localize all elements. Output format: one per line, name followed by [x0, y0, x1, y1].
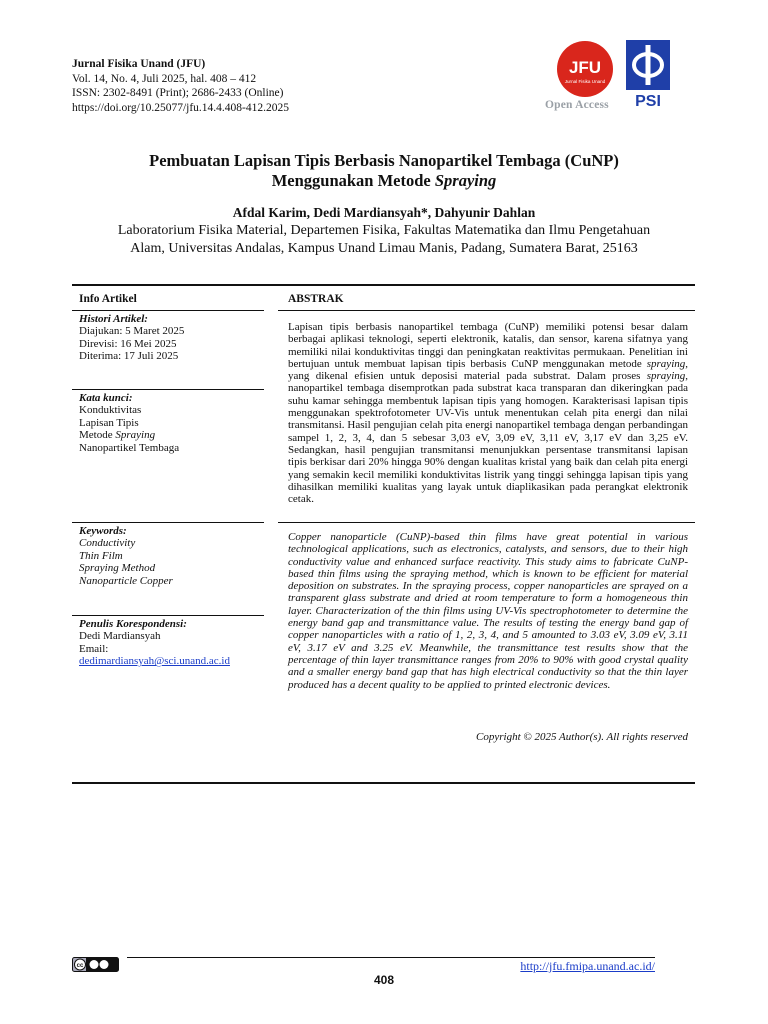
divider	[72, 615, 264, 616]
svg-text:cc: cc	[76, 963, 84, 969]
abstract-english: Copper nanoparticle (CuNP)-based thin films have great potential in various technological applications, such as electronics, catalysts, and sensors, due to their high conductivity value and enhanced surface reactivity. This study aims to fabricate CuNP-based thin films using the spraying method, which is known to be efficient for material deposition on substrates. In the spraying process, copper nanoparticles are sprayed on a transparent glass substrate and dried at room temperature to form a homogeneous thin layer. Characterization of the thin films using UV-Vis spectrophotometer to determine the energy band gap and transmittance value. The results of testing the energy band gap of copper nanoparticles with a ratio of 1, 2, 3, 4, and 5 amounted to 3.03 eV, 3.09 eV, 3.11 eV, 3.17 eV and 3.25 eV. Meanwhile, the transmittance test results show that the percentage of thin layer transmittance ranges from 20% to 90% with good crystal quality and a smaller energy band gap that has high electrical conductivity so that the thin layer produced has a decent quality to be applied to printed electronic devices.	[288, 531, 688, 691]
kata-kunci-item	[79, 429, 265, 442]
copyright: Copyright © 2025 Author(s). All rights reserved	[476, 731, 688, 743]
kata-kunci-text: Metode	[79, 429, 116, 442]
correspondence-label: Penulis Korespondensi:	[79, 618, 187, 630]
authors: Afdal Karim, Dedi Mardiansyah*, Dahyunir Dahlan	[232, 205, 536, 220]
abstract-indonesian	[288, 321, 688, 505]
journal-volume: Vol. 14, No. 4, Juli 2025, hal. 408 – 412	[72, 72, 257, 85]
kata-kunci-item: Lapisan Tipis	[79, 416, 139, 429]
open-access-label: Open Access	[545, 99, 609, 111]
keywords-block	[79, 525, 265, 587]
affiliation	[60, 222, 708, 258]
abstract-heading-rule	[278, 310, 695, 311]
top-rule	[72, 284, 695, 286]
kata-kunci-label: Kata kunci:	[79, 392, 133, 404]
jfu-logo-subtext: Jurnal Fisika Unand	[564, 79, 606, 84]
psi-logo-icon	[626, 40, 670, 108]
journal-issn: ISSN: 2302-8491 (Print); 2686-2433 (Online)	[72, 87, 284, 99]
psi-logo-text: PSI	[635, 93, 661, 108]
affiliation-line-2: Alam, Universitas Andalas, Kampus Unand Limau Manis, Padang, Sumatera Barat, 25163	[130, 241, 638, 256]
abstract-id-italic: spraying	[646, 357, 686, 370]
keyword-item: Conductivity	[79, 537, 136, 549]
keyword-item: Spraying Method	[79, 562, 156, 575]
divider	[278, 522, 695, 523]
correspondence-email-link[interactable]: dedimardiansyah@sci.unand.ac.id	[79, 655, 230, 668]
history-item: Direvisi: 16 Mei 2025	[79, 337, 177, 350]
keyword-item: Nanoparticle Copper	[79, 574, 173, 587]
jfu-logo-icon	[556, 40, 614, 98]
journal-header	[72, 57, 289, 115]
history-block	[79, 313, 265, 363]
kata-kunci-item: Konduktivitas	[79, 404, 142, 416]
title-line-2-italic: Spraying	[434, 171, 497, 190]
journal-title: Jurnal Fisika Unand (JFU)	[72, 58, 206, 70]
journal-doi[interactable]: https://doi.org/10.25077/jfu.14.4.408-412.2025	[72, 101, 290, 114]
history-label: Histori Artikel:	[79, 313, 148, 325]
keywords-label: Keywords:	[79, 525, 127, 537]
correspondence-name: Dedi Mardiansyah	[79, 630, 161, 642]
kata-kunci-block	[79, 392, 265, 454]
abstract-id-italic: spraying	[646, 370, 686, 383]
history-item: Diajukan: 5 Maret 2025	[79, 325, 185, 337]
footer-url-link[interactable]: http://jfu.fmipa.unand.ac.id/	[520, 959, 655, 973]
abstract-id-text: , yang dikenal efisien untuk deposisi material pada substrat. Dalam proses	[288, 357, 688, 383]
article-title	[0, 151, 768, 191]
info-heading: Info Artikel	[79, 293, 137, 305]
correspondence-block	[79, 618, 265, 667]
title-line-2-text: Menggunakan Metode	[271, 171, 435, 190]
affiliation-line-1: Laboratorium Fisika Material, Departemen Fisika, Fakultas Matematika dan Ilmu Pengetahuan	[117, 223, 651, 238]
keyword-item: Thin Film	[79, 549, 123, 562]
abstract-heading: ABSTRAK	[288, 293, 344, 305]
abstract-id-text: , nanopartikel tembaga disemprotkan pada substrat kaca transparan dan dikeringkan pada suhu kamar sehingga membentuk lapisan tipis yang homogen. Karakterisasi lapisan tipis menggunakan spektrofotometer UV-Vis untuk menentukan celah pita energi dan nilai transmitansi. Hasil pengujian celah pita energi nanopartikel tembaga dengan perbandingan sampel 1, 2, 3, 4, dan 5 sebesar 3,03 eV, 3,09 eV, 3,11 eV, 3,17 eV dan 3,25 eV. Sedangkan, hasil pengujian transmitansi menunjukkan persentase transmitansi lapisan tipis berkisar dari 20% hingga 90% dengan kualitas kristal yang baik dan celah pita energi yang semakin kecil memiliki konduktivitas listrik yang tinggi sehingga lapisan tipis yang dihasilkan memiliki kualitas yang layak untuk diaplikasikan pada perangkat elektronik cetak.	[288, 370, 688, 506]
page-number: 408	[373, 973, 395, 987]
title-line-2	[0, 171, 768, 191]
divider	[72, 389, 264, 390]
kata-kunci-italic: Spraying	[115, 429, 156, 442]
kata-kunci-item: Nanopartikel Tembaga	[79, 441, 180, 454]
cc-by-nc-icon	[72, 957, 119, 972]
title-line-1: Pembuatan Lapisan Tipis Berbasis Nanopartikel Tembaga (CuNP)	[149, 151, 619, 170]
divider	[72, 522, 264, 523]
history-item: Diterima: 17 Juli 2025	[79, 350, 179, 363]
bottom-rule	[72, 782, 695, 784]
correspondence-email-label: Email:	[79, 642, 109, 655]
footer-rule	[127, 957, 655, 958]
abstract-id-text: Lapisan tipis berbasis nanopartikel tembaga (CuNP) memiliki potensi besar dalam berbagai aplikasi teknologi, seperti elektronik, katalis, dan sensor, karena sifatnya yang memiliki nilai konduktivitas tinggi dan peningkatan reaktivitas permukaan. Penelitian ini bertujuan untuk membuat lapisan tipis berbasis CuNP menggunakan metode	[288, 321, 688, 370]
info-heading-rule	[72, 310, 264, 311]
jfu-logo-text: JFU	[568, 58, 602, 77]
